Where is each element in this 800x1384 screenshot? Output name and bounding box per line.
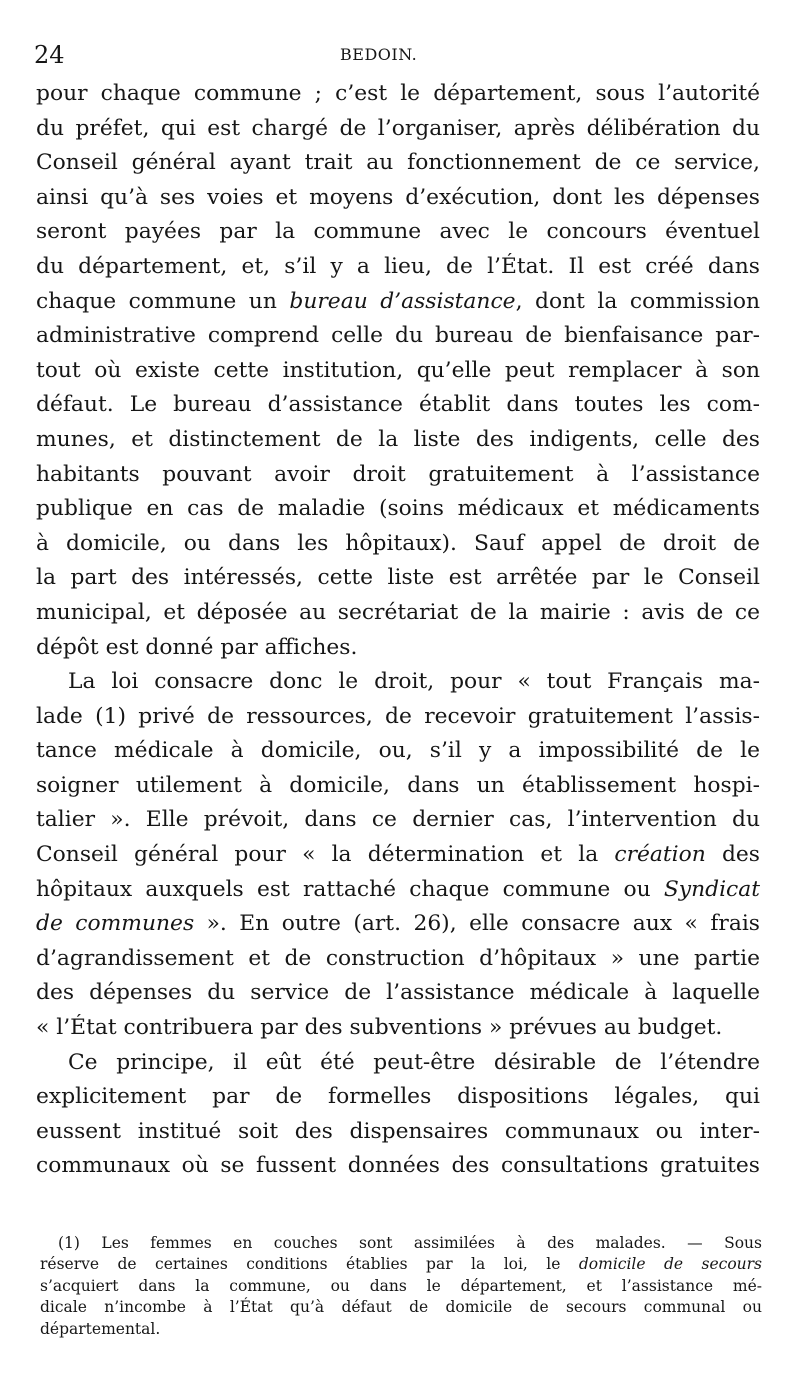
page-number: 24 bbox=[34, 41, 65, 69]
body-line: publique en cas de maladie (soins médicaux et médicaments bbox=[36, 496, 760, 522]
footnote-line: réserve de certaines conditions établies par la loi, le domicile de secours bbox=[40, 1255, 763, 1274]
page-header bbox=[34, 38, 764, 78]
body-text bbox=[36, 77, 760, 1184]
body-line: soigner utilement à domicile, dans un établissement hospi- bbox=[36, 772, 760, 798]
body-line: municipal, et déposée au secrétariat de la mairie : avis de ce bbox=[36, 599, 760, 625]
body-line: habitants pouvant avoir droit gratuitement à l’assistance bbox=[36, 461, 760, 487]
body-line: hôpitaux auxquels est rattaché chaque commune ou Syndicat bbox=[36, 876, 760, 902]
body-line: explicitement par de formelles dispositions légales, qui bbox=[36, 1084, 760, 1110]
body-line: talier ». Elle prévoit, dans ce dernier cas, l’intervention du bbox=[36, 807, 760, 833]
body-line: du département, et, s’il y a lieu, de l’État. Il est créé dans bbox=[36, 253, 760, 279]
body-line: ainsi qu’à ses voies et moyens d’exécution, dont les dépenses bbox=[36, 184, 760, 210]
footnote-line: s’acquiert dans la commune, ou dans le département, et l’assistance mé- bbox=[40, 1276, 762, 1295]
body-line: eussent institué soit des dispensaires communaux ou inter- bbox=[36, 1118, 760, 1144]
body-line: du préfet, qui est chargé de l’organiser, après délibération du bbox=[36, 115, 760, 141]
body-line: « l’État contribuera par des subventions » prévues au budget. bbox=[36, 1015, 723, 1041]
body-line: chaque commune un bureau d’assistance, dont la commission bbox=[36, 288, 761, 314]
body-line: munes, et distinctement de la liste des indigents, celle des bbox=[36, 426, 760, 452]
body-line: la part des intéressés, cette liste est arrêtée par le Conseil bbox=[36, 565, 760, 591]
body-line: Ce principe, il eût été peut-être désirable de l’étendre bbox=[68, 1049, 760, 1075]
body-line: défaut. Le bureau d’assistance établit dans toutes les com- bbox=[36, 392, 760, 418]
footnote-line: dicale n’incombe à l’État qu’à défaut de domicile de secours communal ou bbox=[40, 1298, 762, 1317]
body-line: pour chaque commune ; c’est le département, sous l’autorité bbox=[36, 81, 760, 106]
body-line: seront payées par la commune avec le concours éventuel bbox=[36, 219, 760, 245]
body-line: des dépenses du service de l’assistance médicale à laquelle bbox=[36, 980, 760, 1006]
body-line: communaux où se fussent données des consultations gratuites bbox=[36, 1153, 760, 1179]
body-line: tance médicale à domicile, ou, s’il y a impossibilité de le bbox=[36, 738, 760, 764]
footnote-line: départemental. bbox=[40, 1319, 161, 1338]
body-line: La loi consacre donc le droit, pour « tout Français ma- bbox=[68, 669, 760, 695]
body-line: Conseil général ayant trait au fonctionnement de ce service, bbox=[36, 150, 760, 176]
body-line: de communes ». En outre (art. 26), elle consacre aux « frais bbox=[36, 911, 760, 937]
footnote-line: (1) Les femmes en couches sont assimilées à des malades. — Sous bbox=[58, 1234, 762, 1252]
body-line: lade (1) privé de ressources, de recevoir gratuitement l’assis- bbox=[36, 703, 760, 729]
running-head: BEDOIN. bbox=[340, 45, 418, 64]
body-line: d’agrandissement et de construction d’hôpitaux » une partie bbox=[36, 945, 760, 971]
body-line: Conseil général pour « la détermination et la création des bbox=[36, 842, 760, 868]
body-line: administrative comprend celle du bureau de bienfaisance par- bbox=[36, 323, 760, 349]
body-line: dépôt est donné par affiches. bbox=[36, 634, 358, 660]
footnotes bbox=[40, 1233, 762, 1340]
body-line: tout où existe cette institution, qu’elle peut remplacer à son bbox=[36, 357, 760, 383]
body-line: à domicile, ou dans les hôpitaux). Sauf appel de droit de bbox=[36, 530, 760, 556]
